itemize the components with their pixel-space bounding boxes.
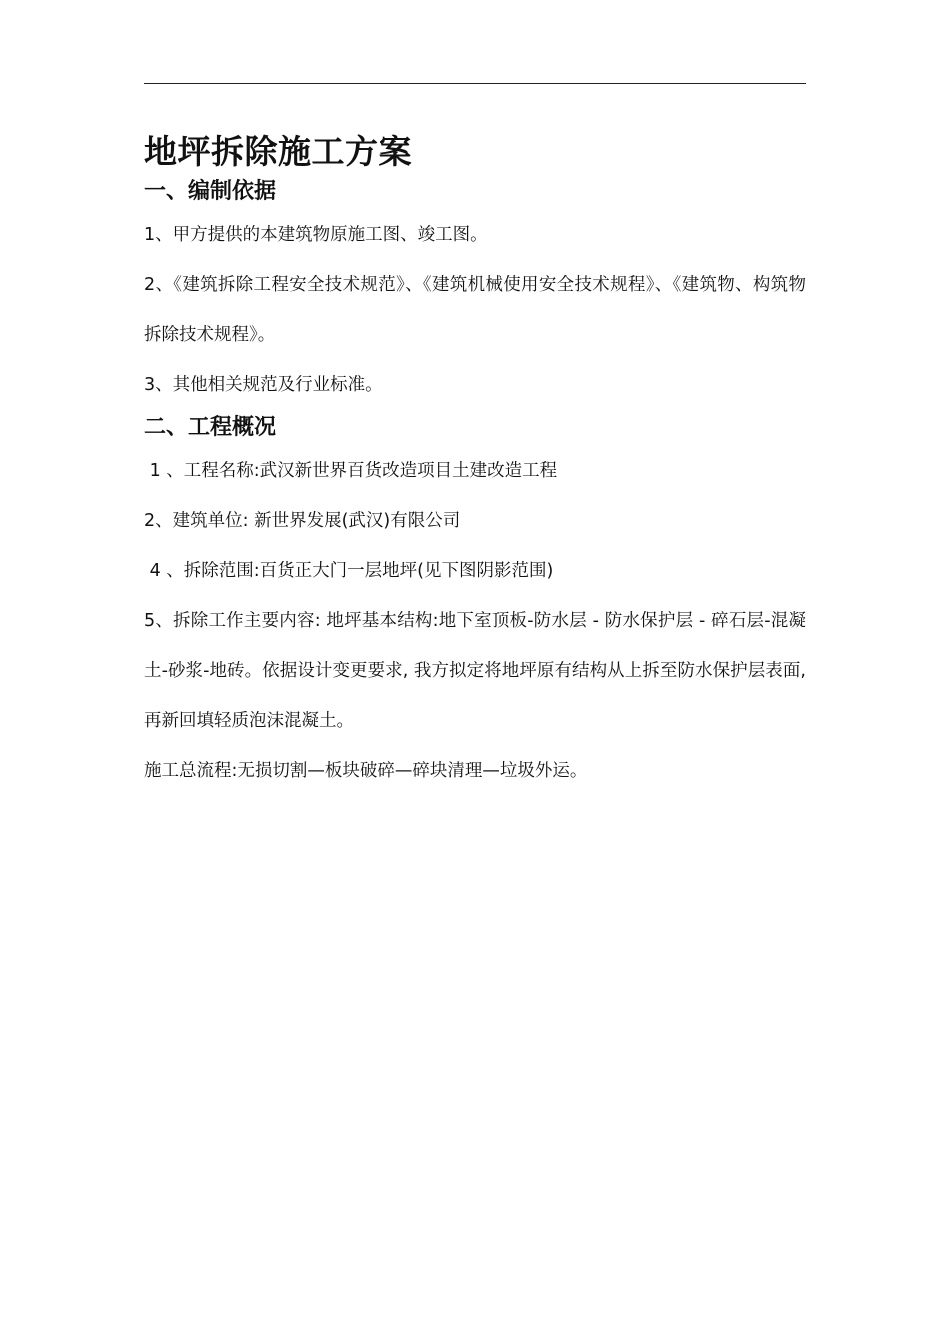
section-heading-overview: 二、工程概况 <box>144 415 277 440</box>
overview-process-flow: 施工总流程:无损切割—板块破碎—碎块清理—垃圾外运。 <box>144 761 588 781</box>
overview-project-name: 1 、工程名称:武汉新世界百货改造项目土建改造工程 <box>144 461 558 481</box>
section-heading-basis: 一、编制依据 <box>144 179 277 204</box>
overview-work-content: 5、拆除工作主要内容: 地坪基本结构:地下室顶板-防水层 - 防水保护层 - 碎石层-混凝土-砂浆-地砖。依据设计变更要求, 我方拟定将地坪原有结构从上拆至防水保护层表面,再新回填轻质泡沫混凝土。 <box>144 611 806 731</box>
basis-item-3: 3、其他相关规范及行业标准。 <box>144 375 383 395</box>
basis-item-2: 2、《建筑拆除工程安全技术规范》、《建筑机械使用安全技术规程》、《建筑物、构筑物拆除技术规程》。 <box>144 275 806 345</box>
overview-demolition-scope: 4 、拆除范围:百货正大门一层地坪(见下图阴影范围) <box>144 561 554 581</box>
document-body <box>144 128 806 796</box>
overview-builder: 2、建筑单位: 新世界发展(武汉)有限公司 <box>144 511 461 531</box>
basis-item-1: 1、甲方提供的本建筑物原施工图、竣工图。 <box>144 225 488 245</box>
document-title: 地坪拆除施工方案 <box>144 132 412 171</box>
header-rule <box>144 83 806 84</box>
